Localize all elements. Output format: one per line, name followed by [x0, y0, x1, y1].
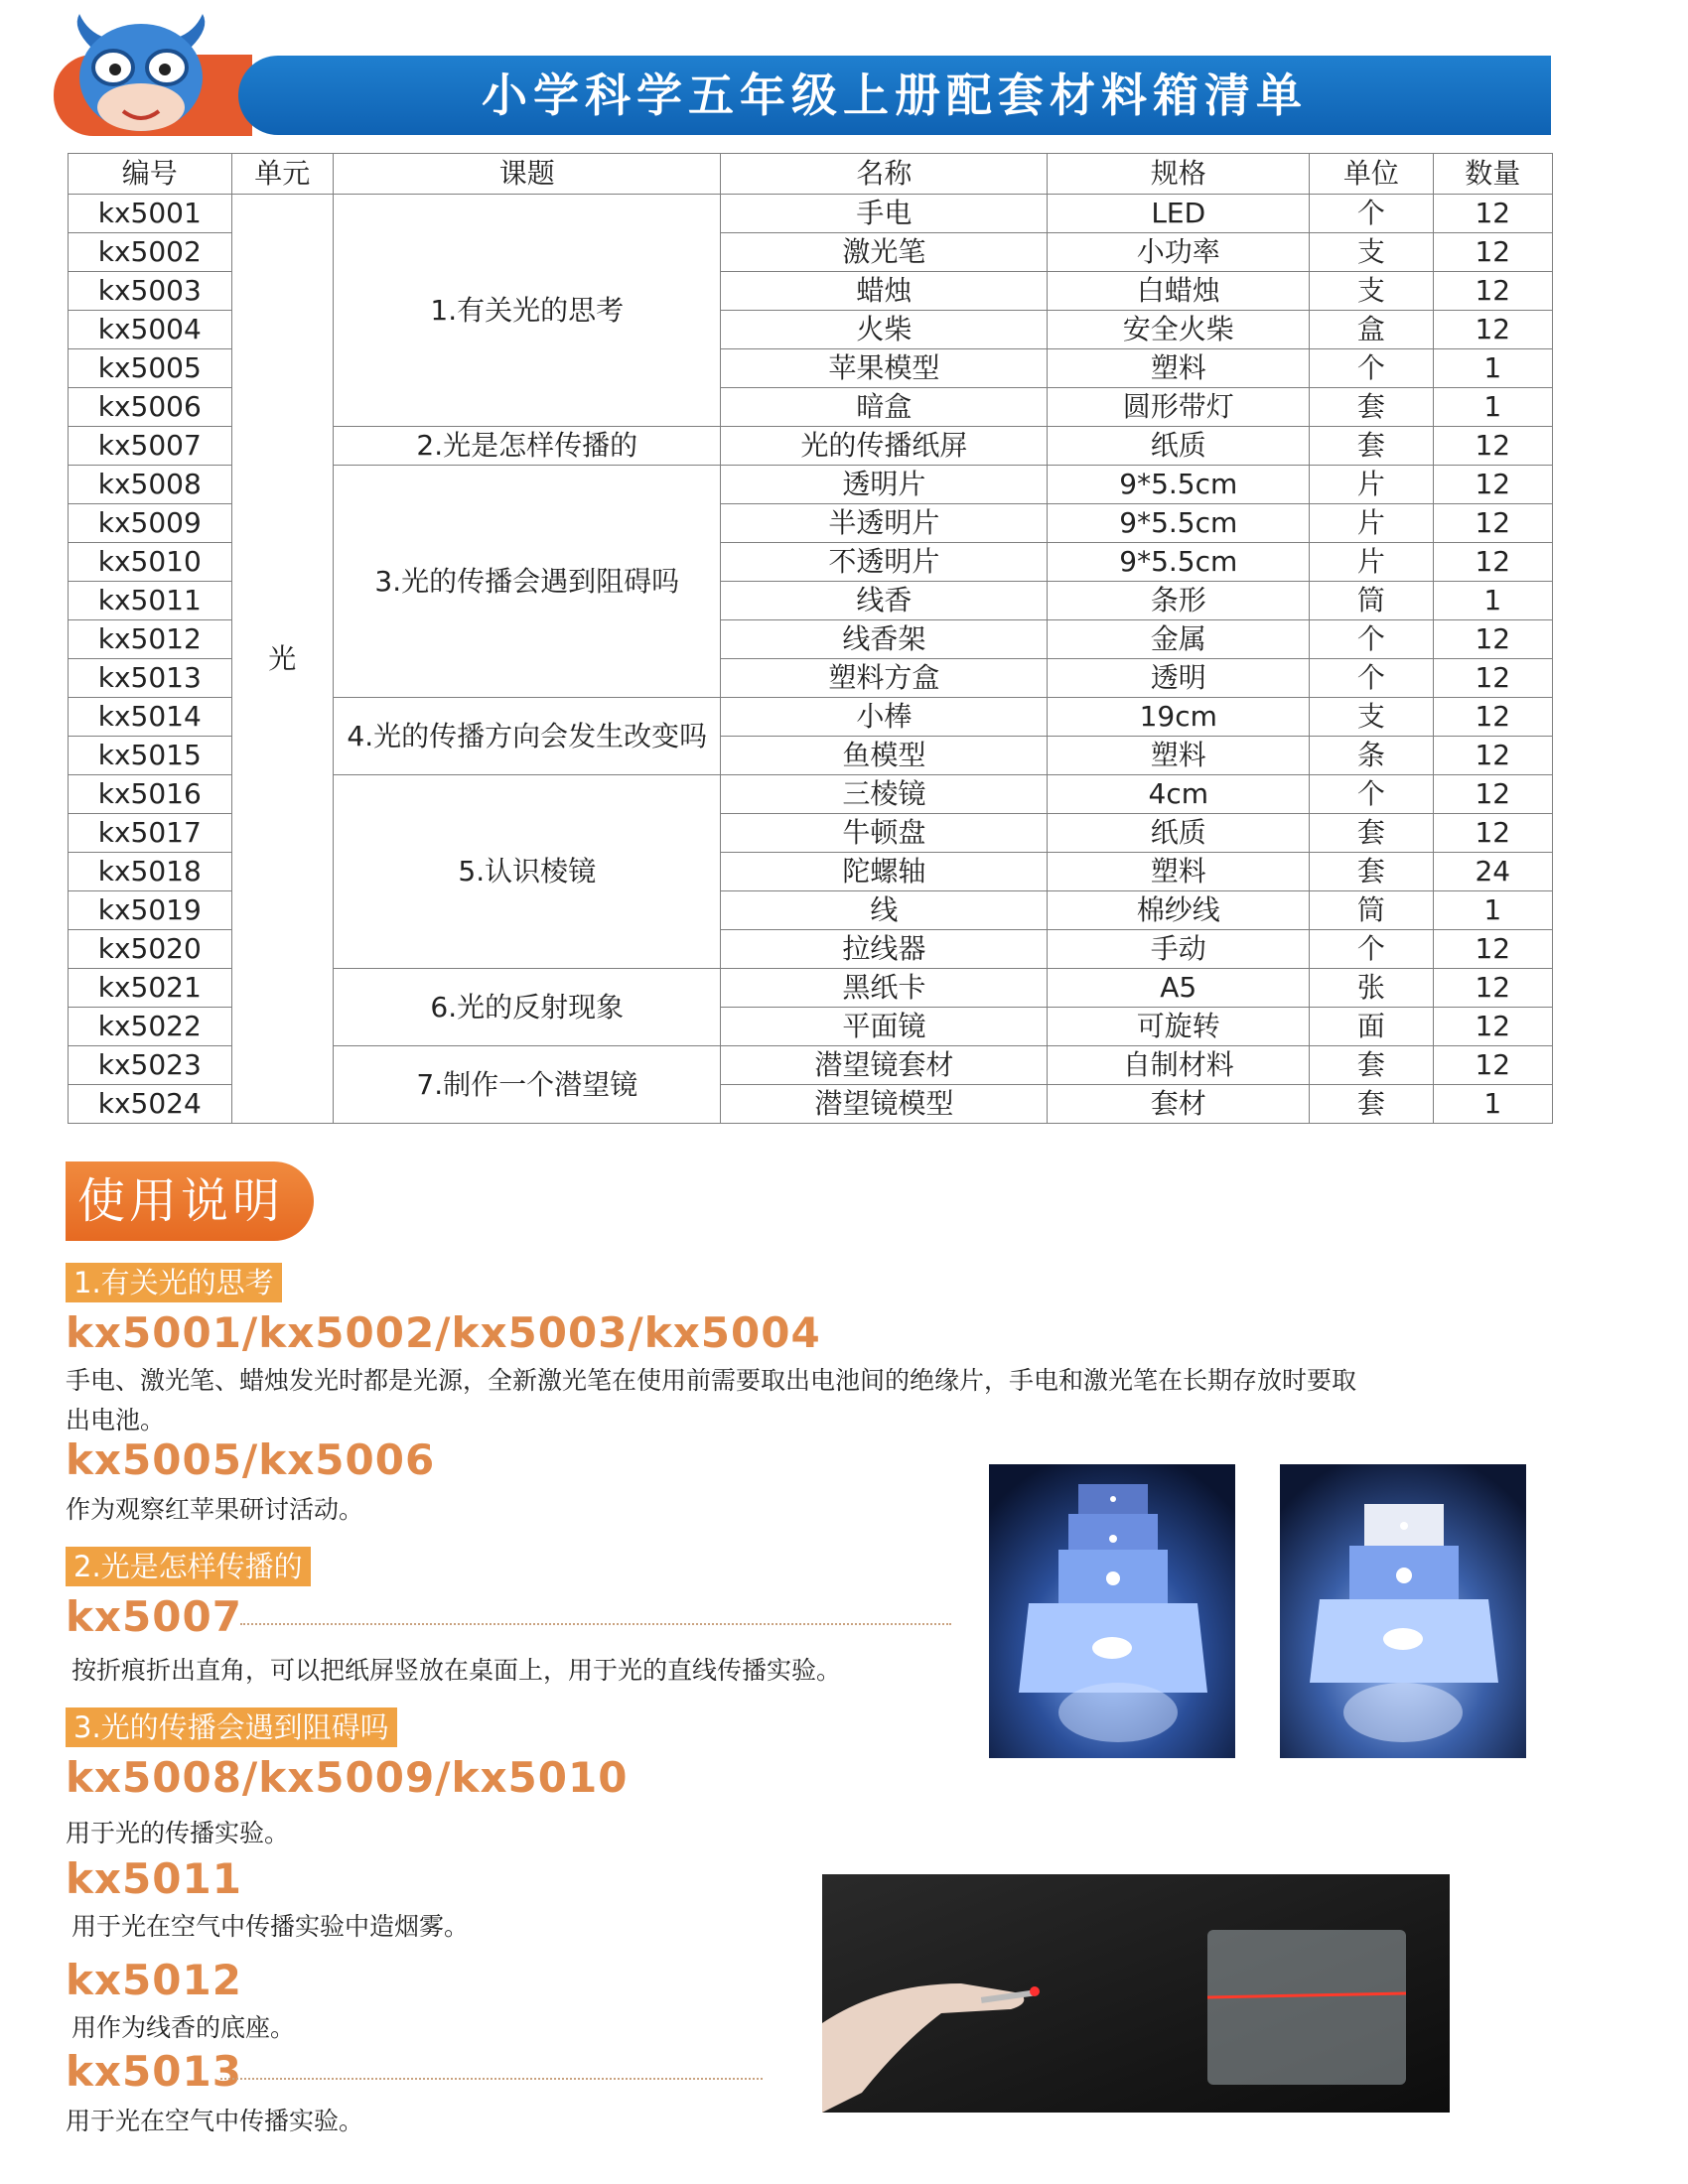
- cell-topic: 7.制作一个潜望镜: [334, 1046, 721, 1124]
- cell-id: kx5020: [69, 930, 232, 969]
- cell-quantity: 1: [1433, 388, 1552, 427]
- cell-measure: 套: [1310, 1085, 1433, 1124]
- cell-name: 蜡烛: [721, 272, 1048, 311]
- light-screens-photo-2: [1280, 1464, 1526, 1758]
- table-header-row: [69, 154, 1553, 195]
- usage-title: 使用说明: [77, 1173, 285, 1229]
- cell-measure: 支: [1310, 272, 1433, 311]
- item-code-2: kx5005/kx5006: [66, 1435, 436, 1484]
- cell-measure: 套: [1310, 853, 1433, 891]
- cell-spec: 金属: [1048, 620, 1310, 659]
- cell-quantity: 24: [1433, 853, 1552, 891]
- item-desc-5: 用于光在空气中传播实验中造烟雾。: [71, 1912, 470, 1941]
- dotted-leader: [220, 2078, 763, 2080]
- item-code-1: kx5001/kx5002/kx5003/kx5004: [66, 1308, 821, 1357]
- cell-measure: 片: [1310, 543, 1433, 582]
- cell-id: kx5018: [69, 853, 232, 891]
- laser-smoke-box-photo: [822, 1874, 1450, 2113]
- cell-spec: 可旋转: [1048, 1008, 1310, 1046]
- cell-id: kx5002: [69, 233, 232, 272]
- cell-spec: 透明: [1048, 659, 1310, 698]
- cell-name: 牛顿盘: [721, 814, 1048, 853]
- cell-quantity: 12: [1433, 466, 1552, 504]
- column-header-id: 编号: [69, 154, 232, 195]
- cell-name: 鱼模型: [721, 737, 1048, 775]
- cell-id: kx5021: [69, 969, 232, 1008]
- cell-measure: 面: [1310, 1008, 1433, 1046]
- item-desc-3: 按折痕折出直角，可以把纸屏竖放在桌面上，用于光的直线传播实验。: [71, 1656, 842, 1685]
- header-banner: [238, 56, 1551, 135]
- cell-name: 线: [721, 891, 1048, 930]
- cell-measure: 片: [1310, 466, 1433, 504]
- table-row: [69, 195, 1553, 233]
- cell-measure: 张: [1310, 969, 1433, 1008]
- cell-spec: 白蜡烛: [1048, 272, 1310, 311]
- cell-spec: A5: [1048, 969, 1310, 1008]
- cell-name: 激光笔: [721, 233, 1048, 272]
- cell-unit: 光: [231, 195, 333, 1124]
- item-desc-1a: 手电、激光笔、蜡烛发光时都是光源，全新激光笔在使用前需要取出电池间的绝缘片，手电和激光笔在长期存放时要取: [66, 1366, 1357, 1395]
- cell-id: kx5014: [69, 698, 232, 737]
- cell-quantity: 12: [1433, 504, 1552, 543]
- cell-measure: 套: [1310, 1046, 1433, 1085]
- table-body: [69, 195, 1553, 1124]
- item-code-7: kx5013: [66, 2047, 242, 2096]
- column-header-name: 名称: [721, 154, 1048, 195]
- column-header-topic: 课题: [334, 154, 721, 195]
- cell-quantity: 12: [1433, 969, 1552, 1008]
- cell-quantity: 12: [1433, 775, 1552, 814]
- cell-topic: 6.光的反射现象: [334, 969, 721, 1046]
- cell-id: kx5013: [69, 659, 232, 698]
- cell-id: kx5006: [69, 388, 232, 427]
- cell-quantity: 12: [1433, 233, 1552, 272]
- cell-topic: 1.有关光的思考: [334, 195, 721, 427]
- cell-spec: 塑料: [1048, 853, 1310, 891]
- light-screens-photo-1: [989, 1464, 1235, 1758]
- cell-quantity: 12: [1433, 427, 1552, 466]
- item-desc-6: 用作为线香的底座。: [71, 2013, 296, 2042]
- cow-mascot-logo: [52, 8, 230, 137]
- item-desc-4: 用于光的传播实验。: [66, 1819, 290, 1847]
- cell-id: kx5012: [69, 620, 232, 659]
- cell-quantity: 12: [1433, 543, 1552, 582]
- cell-quantity: 12: [1433, 737, 1552, 775]
- cell-spec: 塑料: [1048, 349, 1310, 388]
- cell-name: 线香架: [721, 620, 1048, 659]
- cell-spec: 纸质: [1048, 814, 1310, 853]
- cell-measure: 套: [1310, 814, 1433, 853]
- cell-quantity: 1: [1433, 1085, 1552, 1124]
- cell-spec: 19cm: [1048, 698, 1310, 737]
- section-tag-3: 3.光的传播会遇到阻碍吗: [66, 1707, 397, 1747]
- cell-quantity: 1: [1433, 582, 1552, 620]
- cell-id: kx5001: [69, 195, 232, 233]
- cell-name: 三棱镜: [721, 775, 1048, 814]
- cell-measure: 条: [1310, 737, 1433, 775]
- cell-quantity: 12: [1433, 930, 1552, 969]
- cell-measure: 个: [1310, 659, 1433, 698]
- cell-measure: 片: [1310, 504, 1433, 543]
- cell-measure: 支: [1310, 698, 1433, 737]
- cell-spec: 安全火柴: [1048, 311, 1310, 349]
- cell-measure: 套: [1310, 427, 1433, 466]
- cell-name: 半透明片: [721, 504, 1048, 543]
- cell-id: kx5023: [69, 1046, 232, 1085]
- cell-name: 潜望镜模型: [721, 1085, 1048, 1124]
- cell-name: 黑纸卡: [721, 969, 1048, 1008]
- cell-quantity: 12: [1433, 1008, 1552, 1046]
- cell-name: 塑料方盒: [721, 659, 1048, 698]
- cell-quantity: 12: [1433, 814, 1552, 853]
- cell-id: kx5008: [69, 466, 232, 504]
- cell-id: kx5024: [69, 1085, 232, 1124]
- cell-name: 潜望镜套材: [721, 1046, 1048, 1085]
- cell-spec: 9*5.5cm: [1048, 543, 1310, 582]
- cell-name: 火柴: [721, 311, 1048, 349]
- cell-measure: 个: [1310, 930, 1433, 969]
- column-header-quantity: 数量: [1433, 154, 1552, 195]
- column-header-spec: 规格: [1048, 154, 1310, 195]
- cell-measure: 筒: [1310, 891, 1433, 930]
- cell-spec: 手动: [1048, 930, 1310, 969]
- cell-name: 线香: [721, 582, 1048, 620]
- item-desc-7: 用于光在空气中传播实验。: [66, 2107, 364, 2135]
- column-header-measure: 单位: [1310, 154, 1433, 195]
- cell-topic: 5.认识棱镜: [334, 775, 721, 969]
- cell-name: 透明片: [721, 466, 1048, 504]
- cell-spec: 小功率: [1048, 233, 1310, 272]
- cell-quantity: 12: [1433, 1046, 1552, 1085]
- cell-spec: 棉纱线: [1048, 891, 1310, 930]
- cell-quantity: 12: [1433, 620, 1552, 659]
- cell-spec: LED: [1048, 195, 1310, 233]
- cell-quantity: 12: [1433, 659, 1552, 698]
- cell-measure: 个: [1310, 349, 1433, 388]
- cell-quantity: 12: [1433, 311, 1552, 349]
- cell-measure: 盒: [1310, 311, 1433, 349]
- cell-measure: 个: [1310, 195, 1433, 233]
- cell-topic: 3.光的传播会遇到阻碍吗: [334, 466, 721, 698]
- item-code-4: kx5008/kx5009/kx5010: [66, 1753, 629, 1802]
- item-code-3: kx5007: [66, 1592, 242, 1641]
- cell-quantity: 12: [1433, 698, 1552, 737]
- cell-name: 不透明片: [721, 543, 1048, 582]
- cell-name: 手电: [721, 195, 1048, 233]
- cell-id: kx5015: [69, 737, 232, 775]
- cell-id: kx5005: [69, 349, 232, 388]
- item-code-5: kx5011: [66, 1854, 242, 1903]
- cell-id: kx5009: [69, 504, 232, 543]
- cell-topic: 2.光是怎样传播的: [334, 427, 721, 466]
- cell-id: kx5022: [69, 1008, 232, 1046]
- item-code-6: kx5012: [66, 1956, 242, 2004]
- item-desc-2: 作为观察红苹果研讨活动。: [66, 1495, 364, 1524]
- page-title: 小学科学五年级上册配套材料箱清单: [482, 68, 1308, 122]
- cell-spec: 圆形带灯: [1048, 388, 1310, 427]
- cell-measure: 个: [1310, 775, 1433, 814]
- cell-spec: 条形: [1048, 582, 1310, 620]
- cell-name: 暗盒: [721, 388, 1048, 427]
- cell-id: kx5011: [69, 582, 232, 620]
- cell-quantity: 12: [1433, 272, 1552, 311]
- cell-id: kx5010: [69, 543, 232, 582]
- column-header-unit: 单元: [231, 154, 333, 195]
- cell-id: kx5016: [69, 775, 232, 814]
- cell-name: 陀螺轴: [721, 853, 1048, 891]
- cell-spec: 纸质: [1048, 427, 1310, 466]
- cell-spec: 套材: [1048, 1085, 1310, 1124]
- cell-spec: 9*5.5cm: [1048, 466, 1310, 504]
- usage-heading: [66, 1161, 314, 1241]
- cell-measure: 个: [1310, 620, 1433, 659]
- cell-quantity: 1: [1433, 891, 1552, 930]
- materials-table: [68, 153, 1553, 1124]
- cell-spec: 9*5.5cm: [1048, 504, 1310, 543]
- cell-spec: 自制材料: [1048, 1046, 1310, 1085]
- cell-spec: 4cm: [1048, 775, 1310, 814]
- item-desc-1b: 出电池。: [66, 1406, 166, 1434]
- cell-quantity: 1: [1433, 349, 1552, 388]
- cell-name: 小棒: [721, 698, 1048, 737]
- cell-measure: 筒: [1310, 582, 1433, 620]
- cell-name: 苹果模型: [721, 349, 1048, 388]
- cell-measure: 套: [1310, 388, 1433, 427]
- cell-spec: 塑料: [1048, 737, 1310, 775]
- cell-id: kx5003: [69, 272, 232, 311]
- dotted-leader: [240, 1623, 951, 1625]
- section-tag-2: 2.光是怎样传播的: [66, 1547, 311, 1586]
- section-tag-1: 1.有关光的思考: [66, 1263, 282, 1302]
- cell-name: 平面镜: [721, 1008, 1048, 1046]
- cell-measure: 支: [1310, 233, 1433, 272]
- cell-name: 光的传播纸屏: [721, 427, 1048, 466]
- cell-topic: 4.光的传播方向会发生改变吗: [334, 698, 721, 775]
- cell-id: kx5017: [69, 814, 232, 853]
- cell-id: kx5004: [69, 311, 232, 349]
- cell-id: kx5019: [69, 891, 232, 930]
- cell-name: 拉线器: [721, 930, 1048, 969]
- cell-id: kx5007: [69, 427, 232, 466]
- cell-quantity: 12: [1433, 195, 1552, 233]
